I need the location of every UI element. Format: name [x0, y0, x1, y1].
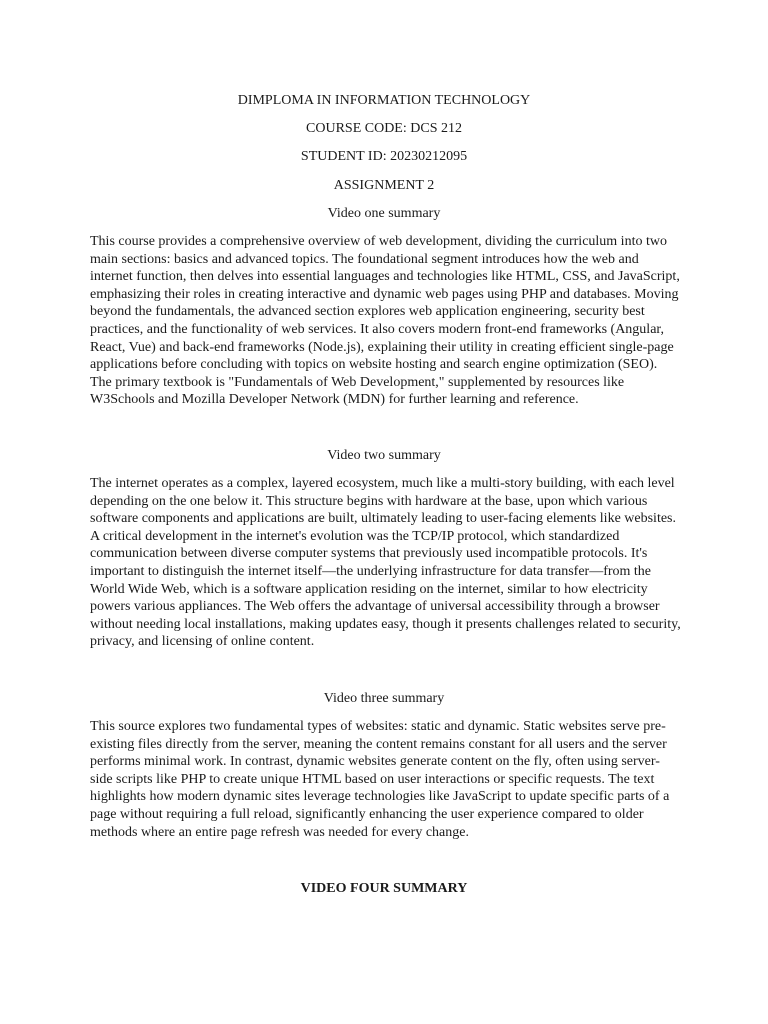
section-heading-video-four: VIDEO FOUR SUMMARY — [300, 881, 468, 896]
section-heading-video-three: Video three summary — [323, 691, 445, 706]
section-heading-video-one: Video one summary — [327, 206, 441, 221]
program-title: DIMPLOMA IN INFORMATION TECHNOLOGY — [237, 93, 531, 108]
section-body-video-two: The internet operates as a complex, layered ecosystem, much like a multi-story building, with each level depending on the one below it. This structure begins with hardware at the base, upon which various software components and applications are built, ultimately leading to user-facing elements like websites. A critical development in the internet's evolution was the TCP/IP protocol, which standardized communication between diverse computer systems that previously used incompatible protocols. It's important to distinguish the internet itself—the underlying infrastructure for data transfer—from the World Wide Web, which is a software application residing on the internet, similar to how electricity powers various appliances. The Web offers the advantage of universal accessibility through a browser without needing local installations, making updates easy, though it presents challenges related to security, privacy, and licensing of online content. — [90, 476, 681, 650]
section-body-video-three: This source explores two fundamental types of websites: static and dynamic. Static websites serve pre-existing files directly from the server, meaning the content remains constant for all users and the server performs minimal work. In contrast, dynamic websites generate content on the fly, often using server-side scripts like PHP to create unique HTML based on user interactions or specific requests. The text highlights how modern dynamic sites leverage technologies like JavaScript to update specific parts of a page without requiring a full reload, significantly enhancing the user experience compared to older methods where an entire page refresh was needed for every change. — [90, 719, 670, 840]
course-code: COURSE CODE: DCS 212 — [306, 121, 462, 136]
section-body-video-one: This course provides a comprehensive overview of web development, dividing the curriculum into two main sections: basics and advanced topics. The foundational segment introduces how the web and internet function, then delves into essential languages and technologies like HTML, CSS, and JavaScript, emphasizing their roles in creating interactive and dynamic web pages using PHP and databases. Moving beyond the fundamentals, the advanced section explores web application engineering, security best practices, and the functionality of web services. It also covers modern front-end frameworks (Angular, React, Vue) and back-end frameworks (Node.js), explaining their utility in creating efficient single-page applications before concluding with topics on website hosting and search engine optimization (SEO). The primary textbook is "Fundamentals of Web Development," supplemented by resources like W3Schools and Mozilla Developer Network (MDN) for further learning and reference. — [90, 234, 680, 408]
section-heading-video-two: Video two summary — [327, 448, 441, 463]
student-id: STUDENT ID: 20230212095 — [300, 149, 468, 164]
assignment-title: ASSIGNMENT 2 — [333, 178, 435, 193]
